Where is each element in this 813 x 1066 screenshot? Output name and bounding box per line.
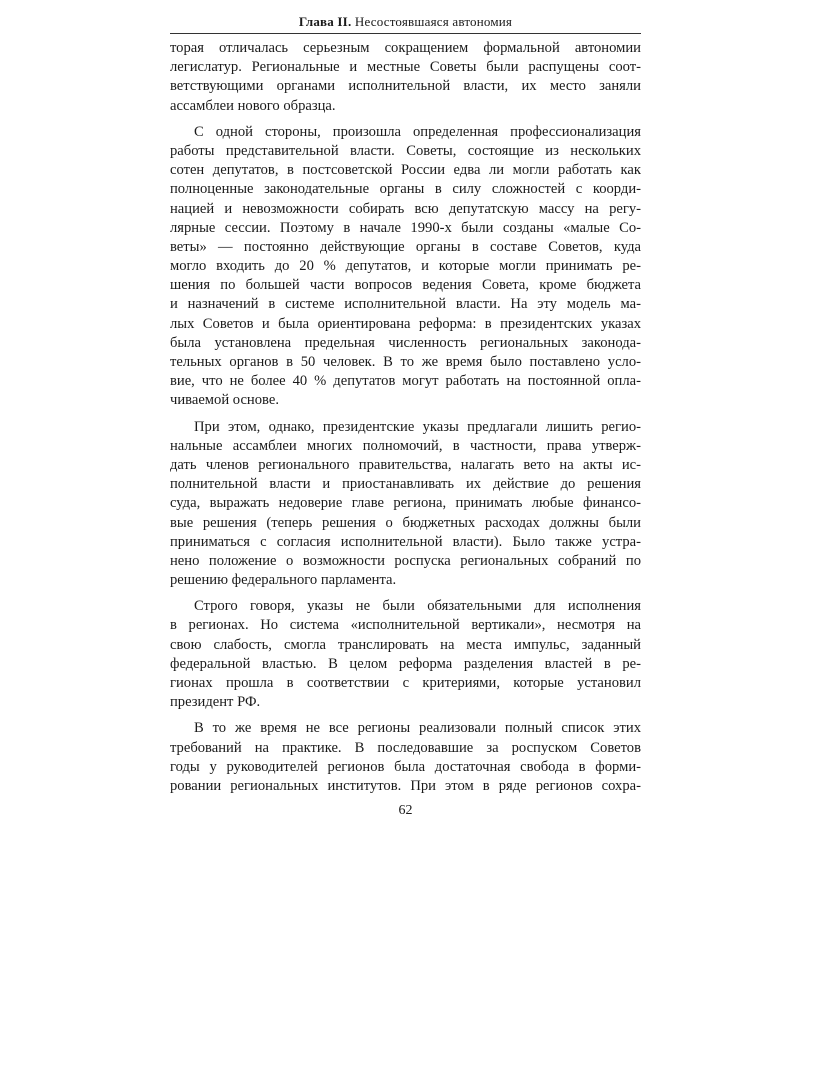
text-line: шения по большей части вопросов ведения Совета, кроме бюджета bbox=[170, 277, 641, 294]
paragraph bbox=[170, 597, 641, 712]
text-line: нацией и невозможности собирать всю депутатскую массу на регу- bbox=[170, 200, 641, 217]
paragraph bbox=[170, 719, 641, 796]
text-line: годы у руководителей регионов была достаточная свобода в форми- bbox=[170, 758, 641, 775]
text-line: и назначений в системе исполнительной власти. На эту модель ма- bbox=[170, 296, 641, 313]
text-line: полнительной власти и приостанавливать их действие до решения bbox=[170, 476, 641, 493]
text-line: легислатур. Региональные и местные Советы были распущены соот- bbox=[170, 59, 641, 76]
text-line: Строго говоря, указы не были обязательными для исполнения bbox=[194, 598, 641, 615]
text-line: веты» — постоянно действующие органы в составе Советов, куда bbox=[170, 238, 641, 255]
paragraph bbox=[170, 418, 641, 591]
text-line: работы представительной власти. Советы, состоящие из нескольких bbox=[170, 142, 641, 159]
text-line: нальные ассамблеи многих полномочий, в частности, права утверж- bbox=[170, 437, 641, 454]
text-line: чиваемой основе. bbox=[170, 392, 279, 409]
text-line: была установлена предельная численность региональных законода- bbox=[170, 334, 641, 351]
text-line: ровании региональных институтов. При этом в ряде регионов сохра- bbox=[170, 777, 641, 794]
page-number: 62 bbox=[398, 803, 413, 819]
text-line: При этом, однако, президентские указы предлагали лишить регио- bbox=[194, 418, 641, 435]
paragraph bbox=[170, 123, 641, 411]
text-line: свою слабость, смогла транслировать на места импульс, заданный bbox=[170, 636, 641, 653]
text-line: дать членов регионального правительства, налагать вето на акты ис- bbox=[170, 456, 641, 473]
book-page bbox=[170, 14, 641, 819]
text-line: требований на практике. В последовавшие за роспуском Советов bbox=[170, 739, 641, 756]
text-line: могло входить до 20 % депутатов, и которые могли принимать ре- bbox=[170, 258, 641, 275]
text-line: решению федерального парламента. bbox=[170, 572, 397, 589]
text-line: лярные сессии. Поэтому в начале 1990-х были созданы «малые Со- bbox=[170, 219, 641, 236]
text-line: гионах прошла в соответствии с критериями, которые установил bbox=[170, 675, 641, 691]
text-line: торая отличалась серьезным сокращением формальной автономии bbox=[170, 40, 641, 56]
text-line: федеральной властью. В целом реформа разделения властей в ре- bbox=[170, 655, 641, 672]
text-line: вые решения (теперь решения о бюджетных расходах должны были bbox=[170, 514, 641, 531]
text-line: приниматься с согласия исполнительной власти). Было также устра- bbox=[170, 533, 641, 550]
text-line: С одной стороны, произошла определенная профессионализация bbox=[194, 123, 641, 140]
paragraph bbox=[170, 39, 641, 116]
text-line: сотен депутатов, в постсоветской России едва ли могли работать как bbox=[170, 162, 641, 179]
running-head bbox=[170, 14, 641, 34]
body-text bbox=[170, 39, 641, 796]
chapter-number: Глава II. bbox=[298, 14, 352, 29]
chapter-title: Несостоявшаяся автономия bbox=[354, 14, 513, 29]
text-line: полноценные законодательные органы в силу сложностей с коорди- bbox=[170, 181, 641, 198]
text-line: лых Советов и была ориентирована реформа: в президентских указах bbox=[170, 315, 641, 332]
text-line: нено положение о возможности роспуска региональных собраний по bbox=[170, 552, 641, 569]
text-line: вие, что не более 40 % депутатов могут работать на постоянной опла- bbox=[170, 373, 641, 390]
text-line: ассамблеи нового образца. bbox=[170, 97, 336, 114]
text-line: тельных органов в 50 человек. В то же время было поставлено усло- bbox=[170, 354, 641, 370]
text-line: президент РФ. bbox=[170, 694, 261, 711]
text-line: в регионах. Но система «исполнительной вертикали», несмотря на bbox=[170, 617, 641, 634]
text-line: суда, выражать недоверие главе региона, принимать любые финансо- bbox=[170, 495, 641, 512]
text-line: ветствующими органами исполнительной власти, их место заняли bbox=[170, 78, 641, 95]
text-line: В то же время не все регионы реализовали полный список этих bbox=[194, 720, 641, 737]
